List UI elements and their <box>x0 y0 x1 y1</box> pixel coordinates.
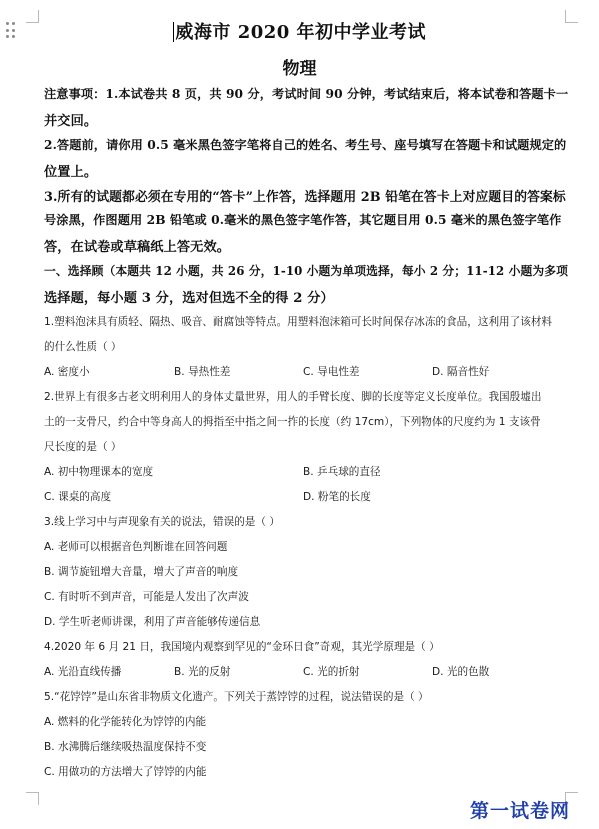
notice-line: 注意事项：1.本试卷共 8 页，共 90 分，考试时间 90 分钟，考试结束后，将本试卷和答题卡一 <box>44 87 569 101</box>
subject-heading: 物理 <box>282 59 317 79</box>
section-heading: 选择题，每小题 3 分，选对但选不全的得 2 分） <box>44 291 334 306</box>
question-stem: 2.世界上有很多古老文明利用人的身体丈量世界，用人的手臂长度、脚的长度等定义长度单位。我国殷墟出 <box>44 391 542 403</box>
option-c: C. 光的折射 <box>303 666 360 678</box>
notice-line: 2.答题前，请你用 0.5 毫米黑色签字笔将自己的姓名、考生号、座号填写在答题卡和试题规定的 <box>44 138 567 152</box>
notice-line: 位置上。 <box>44 165 98 180</box>
notice-line: 并交回。 <box>44 114 98 129</box>
site-watermark: 第一试卷网 <box>470 800 571 822</box>
option-c: C. 导电性差 <box>303 366 360 378</box>
option-b: B. 调节旋钮增大音量，增大了声音的响度 <box>44 566 239 578</box>
notice-line: 3.所有的试题都必须在专用的“答卡”上作答，选择题用 2B 铅笔在答卡上对应题目的答案标 <box>44 190 566 205</box>
crop-mark-bottom-left <box>26 792 39 805</box>
page-title <box>0 18 599 44</box>
option-d: D. 光的色散 <box>432 666 490 678</box>
option-b: B. 光的反射 <box>174 666 231 678</box>
question-stem: 的什么性质（ ） <box>44 341 122 353</box>
option-c: C. 有时听不到声音，可能是人发出了次声波 <box>44 591 249 603</box>
question-stem: 土的一支骨尺，约合中等身高人的拇指至中指之间一拃的长度（约 17cm），下列物体的尺度约为 1 支该骨 <box>44 416 541 428</box>
option-a: A. 初中物理课本的宽度 <box>44 466 154 478</box>
option-a: A. 老师可以根据音色判断谁在回答问题 <box>44 541 228 553</box>
question-stem: 3.线上学习中与声现象有关的说法，错误的是（ ） <box>44 516 280 528</box>
question-stem: 1.塑料泡沫具有质轻、隔热、吸音、耐腐蚀等特点。用塑料泡沫箱可长时间保存冰冻的食品，这利用了该材料 <box>44 316 553 328</box>
option-d: D. 学生听老师讲课，利用了声音能够传递信息 <box>44 616 261 628</box>
question-stem: 5.“花饽饽”是山东省非物质文化遗产。下列关于蒸饽饽的过程，说法错误的是（ ） <box>44 691 429 703</box>
option-b: B. 导热性差 <box>174 366 231 378</box>
question-stem: 4.2020 年 6 月 21 日，我国境内观察到罕见的“金环日食”奇观，其光学原理是（ ） <box>44 641 440 653</box>
option-d: D. 隔音性好 <box>432 366 490 378</box>
notice-line: 答，在试卷或草稿纸上答无效。 <box>44 240 231 255</box>
option-a: A. 燃料的化学能转化为饽饽的内能 <box>44 716 207 728</box>
question-stem: 尺长度的是（ ） <box>44 441 122 453</box>
option-c: C. 用做功的方法增大了饽饽的内能 <box>44 766 207 778</box>
notice-line: 号涂黑，作图题用 2B 铅笔或 0.毫米的黑色签字笔作答，其它题目用 0.5 毫米的黑色签字笔作 <box>44 213 562 227</box>
option-a: A. 光沿直线传播 <box>44 666 122 678</box>
option-c: C. 课桌的高度 <box>44 491 112 503</box>
page-title-text: 威海市 2020 年初中学业考试 <box>175 22 427 43</box>
option-a: A. 密度小 <box>44 366 90 378</box>
option-b: B. 水沸腾后继续吸热温度保持不变 <box>44 741 207 753</box>
option-b: B. 乒乓球的直径 <box>303 466 381 478</box>
section-heading: 一、选择顾（本题共 12 小题，共 26 分，1-10 小题为单项选择，每小 2 分；11-12 小题为多项 <box>44 264 569 278</box>
option-d: D. 粉笔的长度 <box>303 491 371 503</box>
